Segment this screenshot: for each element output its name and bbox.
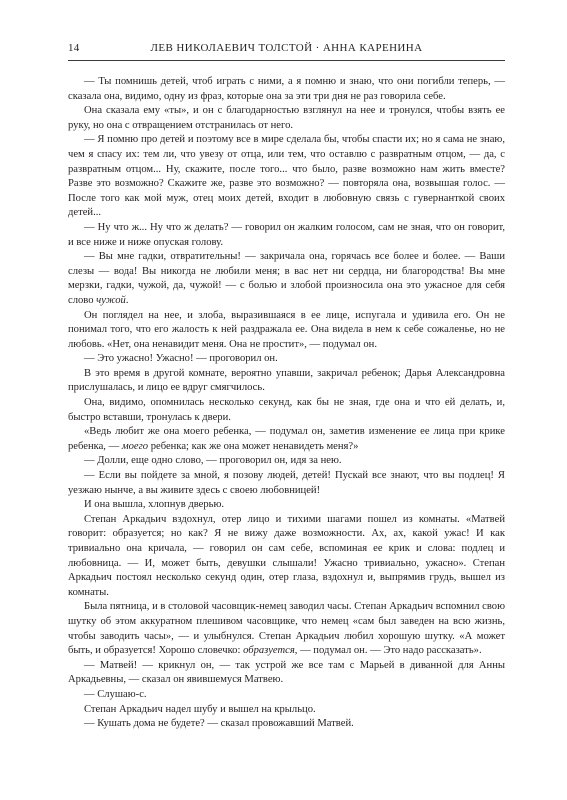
paragraph-text: — Я помню про детей и поэтому все в мире сделала бы, чтобы спасти их; но я сама не знаю, чем я спасу их: тем ли, что увезу от отца, или тем, что оставлю с развратным отцом, — да, с развратным отцом... Ну, скажите, после того... что было, разве возможно нам жить вместе? Разве это возможно? Скажите же, разве это возможно? — повторяла она, возвышая голос. — После того как мой муж, отец моих детей, входит в любовную связь с гувернанткой своих детей... <box>68 134 505 219</box>
paragraph <box>68 703 505 718</box>
paragraph <box>68 688 505 703</box>
paragraph <box>68 425 505 454</box>
italic-word: чужой <box>96 294 126 306</box>
running-title: ЛЕВ НИКОЛАЕВИЧ ТОЛСТОЙ · АННА КАРЕНИНА <box>150 42 423 54</box>
paragraph-text: Она, видимо, опомнилась несколько секунд, как бы не зная, где она и что ей делать, и, быстро вставши, тронулась к двери. <box>68 397 505 423</box>
body-text <box>68 75 505 732</box>
paragraph-text: Степан Аркадьич вздохнул, отер лицо и тихими шагами пошел из комнаты. «Матвей говорит: образуется; но как? Я не вижу даже возможности. Ах, ах, какой ужас! И как тривиально она кричала, — говорил он сам себе, вспоминая ее крик и слова: подлец и любовница. — И, может быть, девушки слышали! Ужасно тривиально, ужасно». Степан Аркадьич постоял несколько секунд один, отер глаза, вздохнул и, выпрямив грудь, вышел из комнаты. <box>68 513 505 598</box>
page-number: 14 <box>68 42 80 54</box>
running-header <box>68 38 505 61</box>
paragraph-text: — Если вы пойдете за мной, я позову людей, детей! Пускай все знают, что вы подлец! Я уезжаю нынче, а вы живите здесь с своею любовницей! <box>68 470 505 496</box>
paragraph-text: — Долли, еще одно слово, — проговорил он, идя за нею. <box>84 455 342 467</box>
italic-word: образуется <box>243 645 295 657</box>
paragraph-text: И она вышла, хлопнув дверью. <box>84 499 225 511</box>
paragraph <box>68 498 505 513</box>
paragraph-text: — Это ужасно! Ужасно! — проговорил он. <box>84 353 278 365</box>
paragraph <box>68 367 505 396</box>
paragraph-text: — Ты помнишь детей, чтоб играть с ними, а я помню и знаю, что они погибли теперь, — сказала она, видимо, одну из фраз, которые она за эти три дня не раз говорила себе. <box>68 76 505 102</box>
paragraph-text: ребенка; как же она может ненавидеть меня?» <box>148 440 359 452</box>
paragraph <box>68 104 505 133</box>
paragraph <box>68 469 505 498</box>
paragraph <box>68 513 505 601</box>
paragraph <box>68 133 505 221</box>
paragraph <box>68 454 505 469</box>
paragraph <box>68 352 505 367</box>
paragraph <box>68 717 505 732</box>
paragraph <box>68 75 505 104</box>
italic-word: моего <box>121 440 149 452</box>
paragraph-text: В это время в другой комнате, вероятно упавши, закричал ребенок; Дарья Александровна прислушалась, и лицо ее вдруг смягчилось. <box>68 367 505 394</box>
paragraph-text: Она сказала ему «ты», и он с благодарностью взглянул на нее и тронулся, чтобы взять ее руку, но она с отвращением отстранилась от него. <box>68 105 505 131</box>
paragraph-text: — Вы мне гадки, отвратительны! — закричала она, горячась все более и более. — Ваши слезы — вода! Вы никогда не любили меня; в вас нет ни сердца, ни благородства! Вы мне мерзки, гадки, чужой, да, чужой! — с болью и злобой произносила она это ужасное для себя слово <box>68 251 505 306</box>
paragraph <box>68 250 505 308</box>
paragraph-text: — Кушать дома не будете? — сказал провожавший Матвей. <box>84 718 354 730</box>
paragraph-text: Он поглядел на нее, и злоба, выразившаяся в ее лице, испугала и удивила его. Он не понимал того, что его жалость к ней раздражала ее. Она видела в нем к себе сожаленье, но не любовь. «Нет, она ненавидит меня. Она не простит», — подумал он. <box>68 309 505 350</box>
paragraph <box>68 396 505 425</box>
paragraph-text: — Матвей! — крикнул он, — так устрой же все там с Марьей в диванной для Анны Аркадьевны, — сказал он явившемуся Матвею. <box>68 659 505 686</box>
paragraph-text: , — подумал он. — Это надо рассказать». <box>294 645 482 657</box>
paragraph-text: — Слушаю-с. <box>84 688 147 700</box>
paragraph <box>68 600 505 658</box>
paragraph-text: Степан Аркадьич надел шубу и вышел на крыльцо. <box>84 703 316 715</box>
paragraph-text: — Ну что ж... Ну что ж делать? — говорил он жалким голосом, сам не зная, что он говорит, и все ниже и ниже опуская голову. <box>68 221 505 248</box>
paragraph-text: Была пятница, и в столовой часовщик-немец заводил часы. Степан Аркадьич вспомнил свою шутку об этом аккуратном плешивом часовщике, что немец «сам был заведен на всю жизнь, чтобы заводить часы», — и улыбнулся. Степан Аркадьич любил хорошую шутку. «А может быть, и образуется! Хорошо словечко: <box>68 601 505 657</box>
paragraph <box>68 309 505 353</box>
paragraph-text: . <box>125 294 129 306</box>
paragraph-text: «Ведь любит же она моего ребенка, — подумал он, заметив изменение ее лица при крике ребенка, — <box>68 426 505 452</box>
paragraph <box>68 221 505 250</box>
paragraph <box>68 659 505 688</box>
